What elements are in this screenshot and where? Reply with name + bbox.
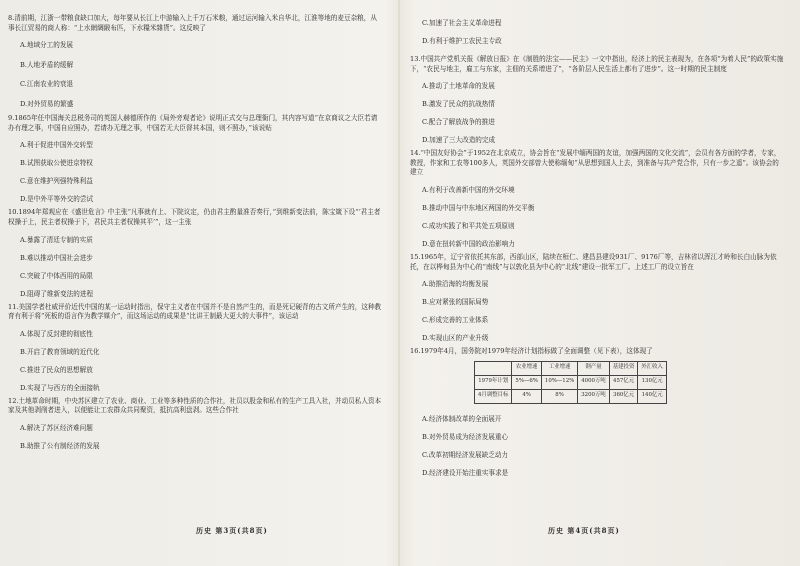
economic-targets-table [474,361,667,404]
table-cell: 1979年计划 [475,375,512,389]
page-footer-left: 历史 第3页(共8页) [196,526,268,535]
page-fold [398,0,400,566]
option-b: B.开启了教育领域的近代化 [20,347,100,356]
option-b: B.应对紧张的国际局势 [422,298,489,307]
option-b: B.推动中国与中东地区两国的外交平衡 [422,203,535,212]
option-b: B.助推了公有制经济的发展 [20,441,100,450]
option-b: B.难以推动中国社会进步 [20,253,93,262]
table-header [475,361,512,375]
option-d: D.是中外平等外交的尝试 [20,195,94,204]
table-cell: 8% [541,389,577,403]
option-c: C.突破了中体西用的局限 [20,271,93,280]
option-c: C.形成完善的工业体系 [422,316,489,325]
option-c: C.改革初期经济发展缺乏动力 [422,450,509,459]
table-cell: 5%—6% [512,375,542,389]
option-c: C.配合了解放战争的推进 [422,118,495,127]
option-a: A.暴露了清廷专制的实质 [20,235,93,244]
table-row [475,389,667,403]
option-c: C.成功实践了和平共处五项原则 [422,221,515,230]
option-b: B.人地矛盾的缓解 [20,60,74,69]
table-cell: 3200万吨 [578,389,610,403]
question-stem: 10.1894年郑观应在《盛世危言》中主张“凡事就有上、下院议定，仍由君主酌量准否奏行，”到维新变法前，陈宝箴下设“‘君主者权操于上，民主者权操于下，君民共主者权操其平’”，这一主张 [8,208,381,226]
table-header: 农业增速 [512,361,542,375]
option-d: D.对外贸易的繁盛 [20,99,74,108]
question-12 [8,397,383,455]
table-cell: 140亿元 [638,389,667,403]
option-a: A.助推沿海的均衡发展 [422,280,489,289]
option-a: A.解决了苏区经济难问题 [20,423,93,432]
table-header-row [475,361,667,375]
question-stem: 16.1979年4月，国务院对1979年经济计划指标做了全面调整（见下表），这体现了 [410,347,653,356]
option-d: D.实现了与西方的全面接轨 [20,383,100,392]
question-8 [8,14,383,114]
table-cell: 360亿元 [609,389,638,403]
question-10 [8,208,383,302]
option-c: C.意在维护列强特殊利益 [20,177,93,186]
question-11 [8,303,383,397]
question-9 [8,114,383,208]
question-stem: 12.土地革命时期，中央苏区建立了农业、商业、工业等多种性质的合作社，社员以股金和私有的生产工具入社，并动员私人资本家及其他剥削者进入，以便能让工农群众共同聚资，抵抗高利盘剥。这些合作社 [8,396,382,415]
option-c: C.推进了民众的思想解放 [20,365,93,374]
question-stem: 14.“中国友好协会”于1952在北京成立，协会旨在“发展中缅两国的友谊，加强两国的文化交流”，会员有各方面的学者，专家，教授，作家和工农等100多人，英国外交部曾大使称缅甸“从思想到国人上去，到准备与共产党合作，只有一步之遥”。该协会的建立 [410,149,781,177]
question-14 [410,149,785,253]
question-13 [410,55,785,149]
table-header: 工业增速 [541,361,577,375]
question-stem: 9.1865年任中国海关总税务司的英国人赫德所作的《局外旁观者论》说明正式交与总理衙门，其内容写道“在京商议之大臣若请办有理之事，中国自应照办，若请办无理之事，中国若无大臣督其本国，则不照办，”该说贴 [8,114,378,132]
option-a: A.地域分工的发展 [20,41,74,50]
option-a: A.经济体制改革的全面展开 [422,414,502,423]
option-c: C.加速了社会主义革命进程 [422,19,502,27]
option-b: B.激发了民众的抗战热情 [422,100,495,109]
option-d: D.有利于维护工农民主专政 [422,37,502,45]
question-stem: 11.美国学者杜威评价近代中国的某一运动时指出，保守主义者在中国并不是自然产生的，而是死记硬背的古文所产生的，这种教育有利于将“死板的语言作为教学媒介”，而这场运动的成果是“比讲王制最大更大的大事件”，该运动 [8,302,382,321]
table-header: 基建投资 [609,361,638,375]
right-page [410,14,785,482]
option-d: D.经济建设开始注重实事求是 [422,468,509,477]
table-cell: 4% [512,389,542,403]
question-16 [410,347,785,482]
option-b: B.试图获取公使进京特权 [20,159,93,168]
table-header: 钢产量 [578,361,610,375]
option-d: D.加速了三大改造的完成 [422,136,496,145]
table-cell: 457亿元 [609,375,638,389]
question-15 [410,253,785,347]
table-cell: 10%—12% [541,375,577,389]
question-stem: 8.清前期，江浙一带粮食缺口加大，每年要从长江上中游输入上千万石米粮，通过运河输入米自华北，江淮等地的麦豆杂粮，从事长江贸易的商人称：“上水網綢緞布匹，下水糧米雜貨”。这反映了 [8,14,377,32]
table-row [475,375,667,389]
question-stem: 15.1965年，辽宁省依托其东部，西部山区，陆续在桓仁、建昌县建设931厂、9176厂等，吉林省以浑江才岭和长白山脉为依托，在以桦甸县为中心的“南线”与以敦化县为中心的“北线”建设一批军工厂。上述工厂的设立旨在 [410,252,777,271]
table-header: 外汇收入 [638,361,667,375]
option-a: A.利于促进中国外交转型 [20,141,93,150]
option-a: A.有利于改善新中国的外交环境 [422,185,515,194]
question-12-continued [410,14,785,50]
option-b: B.对外贸易成为经济发展重心 [422,432,509,441]
option-a: A.推动了土地革命的发展 [422,82,495,91]
option-c: C.江南农业的衰退 [20,80,74,89]
table-cell: 4000万吨 [578,375,610,389]
left-page [8,14,383,455]
option-d: D.实现山区的产业升级 [422,334,489,343]
option-d: D.阻碍了维新变法的进程 [20,289,94,298]
page-footer-right: 历史 第4页(共8页) [548,526,620,535]
option-a: A.体现了反封建的彻底性 [20,329,93,338]
option-d: D.意在扭转新中国的政治影响力 [422,239,515,248]
question-stem: 13.中国共产党机关报《解放日报》在《制胜的法宝——民主》一文中指出，经济上的民主表现为，在各项“为着人民”的政策实施下，“农民与地主，雇工与东家，主佃的关系增进了”，“各阶层人民生活上都有了进步”。这一时期的民主制度 [410,55,784,73]
table-cell: 4月调整目标 [475,389,512,403]
table-cell: 130亿元 [638,375,667,389]
